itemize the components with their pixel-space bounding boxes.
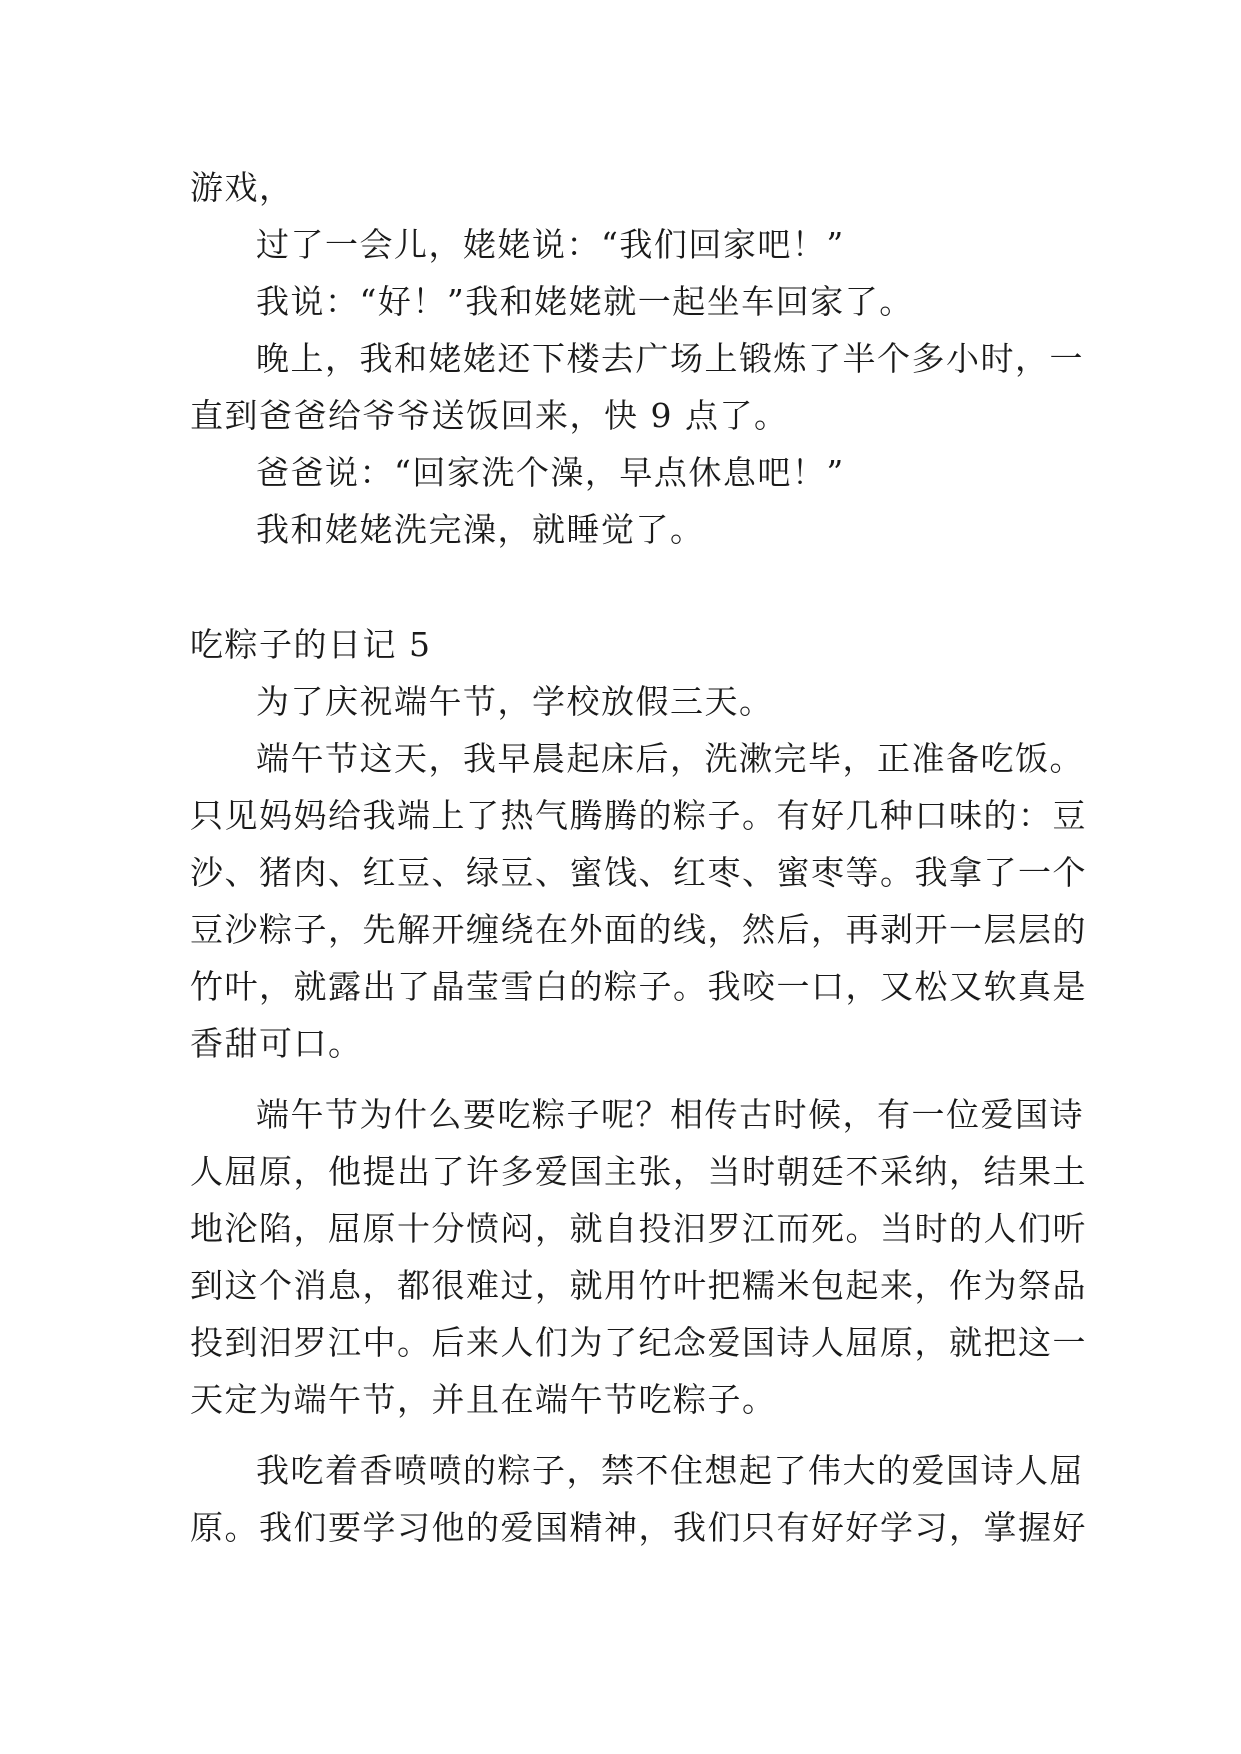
text-line: 我说：“好！”我和姥姥就一起坐车回家了。 bbox=[256, 282, 914, 321]
text-line: 我和姥姥洗完澡，就睡觉了。 bbox=[256, 510, 705, 549]
text-line: 豆沙粽子，先解开缠绕在外面的线，然后，再剥开一层层的 bbox=[190, 910, 1087, 949]
text-line: 端午节这天，我早晨起床后，洗漱完毕，正准备吃饭。 bbox=[256, 739, 1084, 778]
text-line: 天定为端午节，并且在端午节吃粽子。 bbox=[190, 1380, 777, 1419]
section-title: 吃粽子的日记 5 bbox=[190, 625, 432, 664]
text-line: 游戏， bbox=[190, 168, 294, 207]
text-line: 端午节为什么要吃粽子呢？相传古时候，有一位爱国诗 bbox=[256, 1095, 1084, 1134]
text-line: 爸爸说：“回家洗个澡，早点休息吧！” bbox=[256, 453, 845, 492]
text-line: 香甜可口。 bbox=[190, 1024, 363, 1063]
text-line: 我吃着香喷喷的粽子，禁不住想起了伟大的爱国诗人屈 bbox=[256, 1451, 1084, 1490]
text-line: 为了庆祝端午节，学校放假三天。 bbox=[256, 682, 774, 721]
text-line: 过了一会儿，姥姥说：“我们回家吧！” bbox=[256, 225, 845, 264]
text-line: 沙、猪肉、红豆、绿豆、蜜饯、红枣、蜜枣等。我拿了一个 bbox=[190, 853, 1087, 892]
text-line: 晚上，我和姥姥还下楼去广场上锻炼了半个多小时，一 bbox=[256, 339, 1084, 378]
text-line: 投到汨罗江中。后来人们为了纪念爱国诗人屈原，就把这一 bbox=[190, 1323, 1087, 1362]
text-line: 原。我们要学习他的爱国精神，我们只有好好学习，掌握好 bbox=[190, 1508, 1087, 1547]
text-line: 到这个消息，都很难过，就用竹叶把糯米包起来，作为祭品 bbox=[190, 1266, 1087, 1305]
text-line: 直到爸爸给爷爷送饭回来，快 9 点了。 bbox=[190, 396, 789, 435]
text-line: 竹叶，就露出了晶莹雪白的粽子。我咬一口，又松又软真是 bbox=[190, 967, 1087, 1006]
text-line: 人屈原，他提出了许多爱国主张，当时朝廷不采纳，结果土 bbox=[190, 1152, 1087, 1191]
text-line: 只见妈妈给我端上了热气腾腾的粽子。有好几种口味的：豆 bbox=[190, 796, 1087, 835]
text-line: 地沦陷，屈原十分愤闷，就自投汨罗江而死。当时的人们听 bbox=[190, 1209, 1087, 1248]
